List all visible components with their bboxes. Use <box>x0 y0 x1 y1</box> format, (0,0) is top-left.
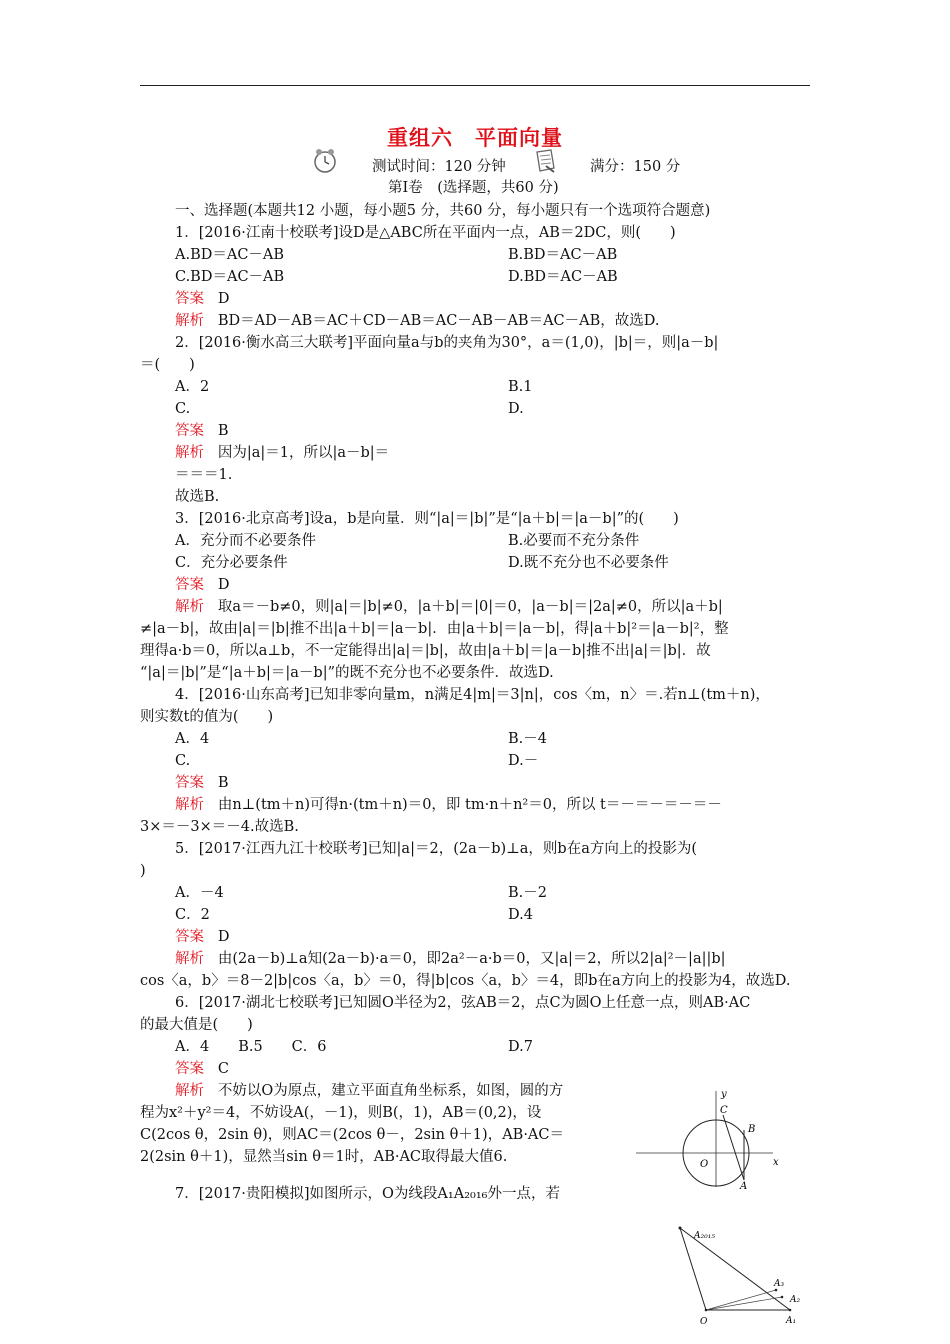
label-o2: O <box>700 1317 708 1327</box>
q6-option-d: D.7 <box>508 1039 533 1055</box>
q2-option-d: D. <box>508 401 524 417</box>
q7-stem: 7．[2017·贵阳模拟]如图所示，O为线段A₁A₂₀₁₆外一点，若 <box>175 1186 560 1202</box>
q3-option-d: D.既不充分也不必要条件 <box>508 555 669 571</box>
q1-option-b: B.BD＝AC－AB <box>508 247 618 263</box>
q2-option-a: A．2 <box>175 379 210 395</box>
q5-analysis: 解析 由(2a－b)⊥a知(2a－b)·a＝0，即2a²－a·b＝0，又|a|＝2，所以2|a|²－|a||b| <box>175 951 726 967</box>
q6-analysis: 解析 不妨以O为原点，建立平面直角坐标系，如图，圆的方 <box>175 1083 564 1099</box>
q6-answer: 答案 C <box>175 1061 229 1077</box>
test-time: 测试时间：120 分钟 <box>372 159 506 175</box>
q5-option-d: D.4 <box>508 907 533 923</box>
q3-analysis-3: 理得a·b＝0，所以a⊥b，不一定能得出|a|＝|b|，故由|a＋b|＝|a－b|推不出|a|＝|b|．故 <box>140 643 711 659</box>
q4-analysis-cont: 3×＝－3×＝－4.故选B. <box>140 819 299 835</box>
q5-option-b: B.－2 <box>508 885 547 901</box>
label-y: y <box>721 1089 727 1100</box>
q5-analysis-cont: cos〈a，b〉＝8－2|b|cos〈a，b〉＝0，得|b|cos〈a，b〉＝4，即b在a方向上的投影为4，故选D. <box>140 973 791 989</box>
section-intro: 一、选择题(本题共12 小题，每小题5 分，共60 分，每小题只有一个选项符合题意) <box>175 203 711 219</box>
label-a1: A₁ <box>786 1316 797 1326</box>
q4-option-b: B.－4 <box>508 731 547 747</box>
exam-paper-icon <box>532 148 558 174</box>
q1-option-a: A.BD＝AC－AB <box>175 247 285 263</box>
triangle-points-figure <box>668 1222 818 1342</box>
label-a3: A₃ <box>774 1279 785 1289</box>
q4-option-c: C. <box>175 753 191 769</box>
q4-stem-cont: 则实数t的值为( ) <box>140 709 274 725</box>
q5-option-a: A．－4 <box>175 885 224 901</box>
q3-stem: 3．[2016·北京高考]设a，b是向量．则“|a|＝|b|”是“|a＋b|＝|a－b|”的( ) <box>175 511 679 527</box>
q4-option-d: D.－ <box>508 753 539 769</box>
q6-options: A．4 B.5 C．6 <box>175 1039 327 1055</box>
q4-option-a: A．4 <box>175 731 210 747</box>
label-o: O <box>700 1159 709 1170</box>
label-a: A <box>740 1181 748 1192</box>
q2-option-b: B.1 <box>508 379 533 395</box>
q3-option-b: B.必要而不充分条件 <box>508 533 640 549</box>
q4-answer: 答案 B <box>175 775 229 791</box>
q2-analysis-cont: ＝＝＝1. <box>175 467 233 483</box>
q2-analysis-end: 故选B. <box>175 489 220 505</box>
q2-stem-cont: ＝( ) <box>140 357 195 373</box>
q3-option-c: C．充分必要条件 <box>175 555 288 571</box>
full-score: 满分：150 分 <box>590 159 681 175</box>
q1-analysis: 解析 BD＝AD－AB＝AC＋CD－AB＝AC－AB－AB＝AC－AB，故选D. <box>175 313 660 329</box>
label-a2: A₂ <box>790 1295 801 1305</box>
q1-answer: 答案 D <box>175 291 230 307</box>
q2-stem: 2．[2016·衡水高三大联考]平面向量a与b的夹角为30°，a＝(1,0)，|b|＝，则|a－b| <box>175 335 719 351</box>
q6-stem: 6．[2017·湖北七校联考]已知圆O半径为2，弦AB＝2，点C为圆O上任意一点，则AB·AC <box>175 995 751 1011</box>
q6-analysis-3: C(2cos θ，2sin θ)，则AC＝(2cos θ－，2sin θ＋1)，AB·AC＝ <box>140 1127 564 1143</box>
q3-answer: 答案 D <box>175 577 230 593</box>
q3-analysis-4: “|a|＝|b|”是“|a＋b|＝|a－b|”的既不充分也不必要条件．故选D. <box>140 665 554 681</box>
q5-stem-cont: ) <box>140 863 146 879</box>
q1-option-d: D.BD＝AC－AB <box>508 269 618 285</box>
label-b: B <box>748 1124 756 1135</box>
q1-stem: 1．[2016·江南十校联考]设D是△ABC所在平面内一点，AB＝2DC，则( ) <box>175 225 676 241</box>
part-heading: 第Ⅰ卷 (选择题，共60 分) <box>388 180 559 196</box>
q3-analysis-2: ≠|a－b|，故由|a|＝|b|推不出|a＋b|＝|a－b|．由|a＋b|＝|a－b|，得|a＋b|²＝|a－b|²，整 <box>140 621 729 637</box>
q3-option-a: A．充分而不必要条件 <box>175 533 316 549</box>
q6-analysis-4: 2(2sin θ＋1)，显然当sin θ＝1时，AB·AC取得最大值6. <box>140 1149 508 1165</box>
q2-analysis: 解析 因为|a|＝1，所以|a－b|＝ <box>175 445 390 461</box>
q4-stem: 4．[2016·山东高考]已知非零向量m，n满足4|m|＝3|n|，cos〈m，n〉＝.若n⊥(tm＋n)， <box>175 687 770 703</box>
top-rule <box>140 85 810 86</box>
page-title: 重组六 平面向量 <box>387 126 563 150</box>
label-x: x <box>773 1157 779 1168</box>
label-a2015: A₂₀₁₅ <box>694 1231 715 1241</box>
q4-analysis: 解析 由n⊥(tm＋n)可得n·(tm＋n)＝0，即 tm·n＋n²＝0，所以 t＝－＝－＝－＝－ <box>175 797 722 813</box>
clock-icon <box>312 148 338 174</box>
q1-option-c: C.BD＝AC－AB <box>175 269 285 285</box>
q3-analysis: 解析 取a＝－b≠0，则|a|＝|b|≠0，|a＋b|＝|0|＝0，|a－b|＝|2a|≠0，所以|a＋b| <box>175 599 723 615</box>
q2-answer: 答案 B <box>175 423 229 439</box>
label-c: C <box>720 1105 728 1116</box>
circle-coordinate-figure <box>628 1085 818 1195</box>
q5-answer: 答案 D <box>175 929 230 945</box>
q6-analysis-2: 程为x²＋y²＝4，不妨设A(，－1)，则B(，1)，AB＝(0,2)，设 <box>140 1105 542 1121</box>
q5-option-c: C．2 <box>175 907 210 923</box>
q6-stem-cont: 的最大值是( ) <box>140 1017 253 1033</box>
q5-stem: 5．[2017·江西九江十校联考]已知|a|＝2，(2a－b)⊥a，则b在a方向上的投影为( <box>175 841 698 857</box>
q2-option-c: C. <box>175 401 191 417</box>
